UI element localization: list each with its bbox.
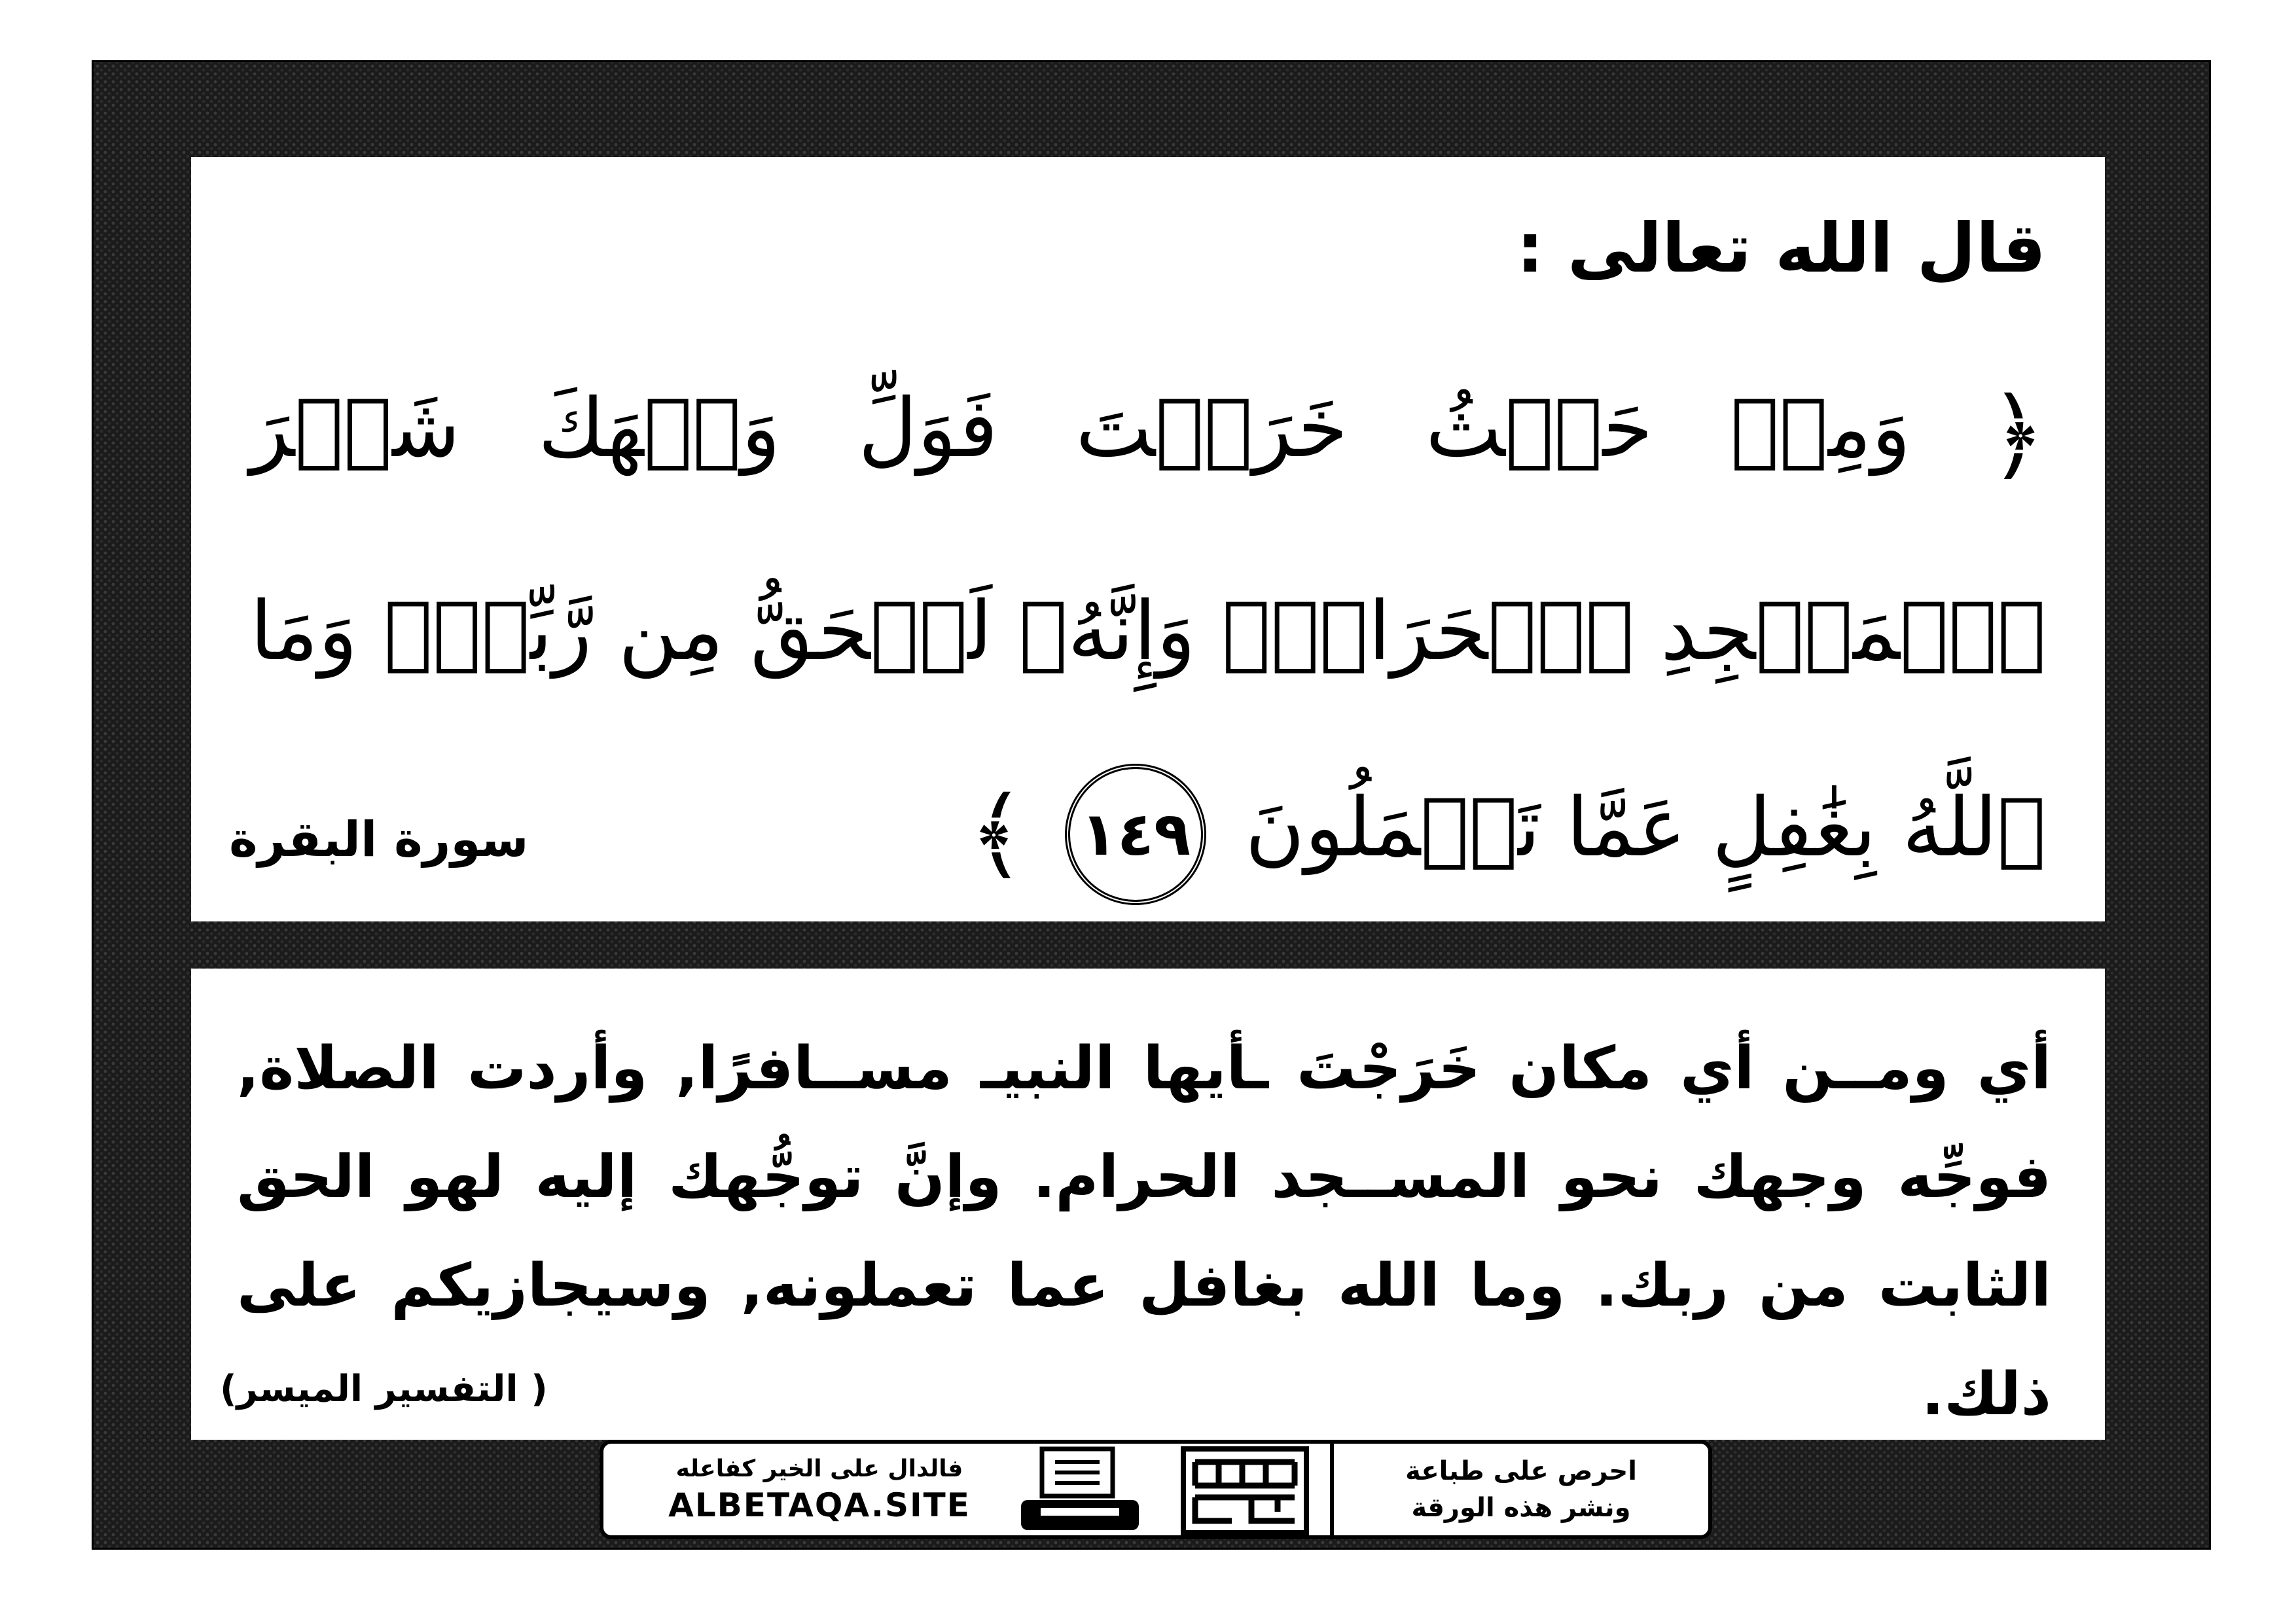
verse-panel — [191, 157, 2105, 921]
verse-number: ١٤٩ — [1065, 764, 1206, 905]
footer-site-link[interactable]: ALBETAQA.SITE — [668, 1486, 971, 1524]
heading: قال الله تعالى : — [1516, 208, 2046, 288]
tafsir-text: أي ومــن أي مكان خَرَجْتَ ـأيها النبيـ مســافرًا, وأردت الصلاة, فوجِّه وجهك نحو المســجد الحرام. وإنَّ توجُّهك إليه لهو الحق الثابت من ربك. وما الله بغافل عما تعملونه, وسيجازيكم على ذلك. — [237, 1034, 2051, 1429]
surah-name: سورة البقرة — [229, 812, 529, 868]
verse-open-bracket: ﴿ — [1988, 378, 2046, 492]
dawah-card-logo-icon — [1179, 1446, 1310, 1535]
verse-text: وَمِنۡ حَيۡثُ خَرَجۡتَ فَوَلِّ وَجۡهَكَ شَطۡرَ ٱلۡمَسۡجِدِ ٱلۡحَرَامِۖ وَإِنَّهُۥ لَلۡحَقُّ مِن رَّبِّكَۗ وَمَا ٱللَّهُ بِغَٰفِلٍ عَمَّا تَعۡمَلُونَ — [250, 382, 2046, 875]
tafsir-panel — [191, 969, 2105, 1440]
printer-icon — [1009, 1444, 1153, 1535]
footer-right — [1334, 1444, 1708, 1535]
footer-left — [603, 1444, 1035, 1535]
footer-banner — [600, 1440, 1712, 1539]
tafsir-source: ( التفسير الميسر) — [220, 1368, 548, 1410]
footer-slogan: فالدال على الخير كفاعله — [675, 1455, 963, 1482]
footer-call-line2: ونشر هذه الورقة — [1411, 1493, 1631, 1523]
verse-close-bracket: ﴾ — [968, 777, 1026, 891]
footer-call-line1: احرص على طباعة — [1405, 1456, 1637, 1486]
